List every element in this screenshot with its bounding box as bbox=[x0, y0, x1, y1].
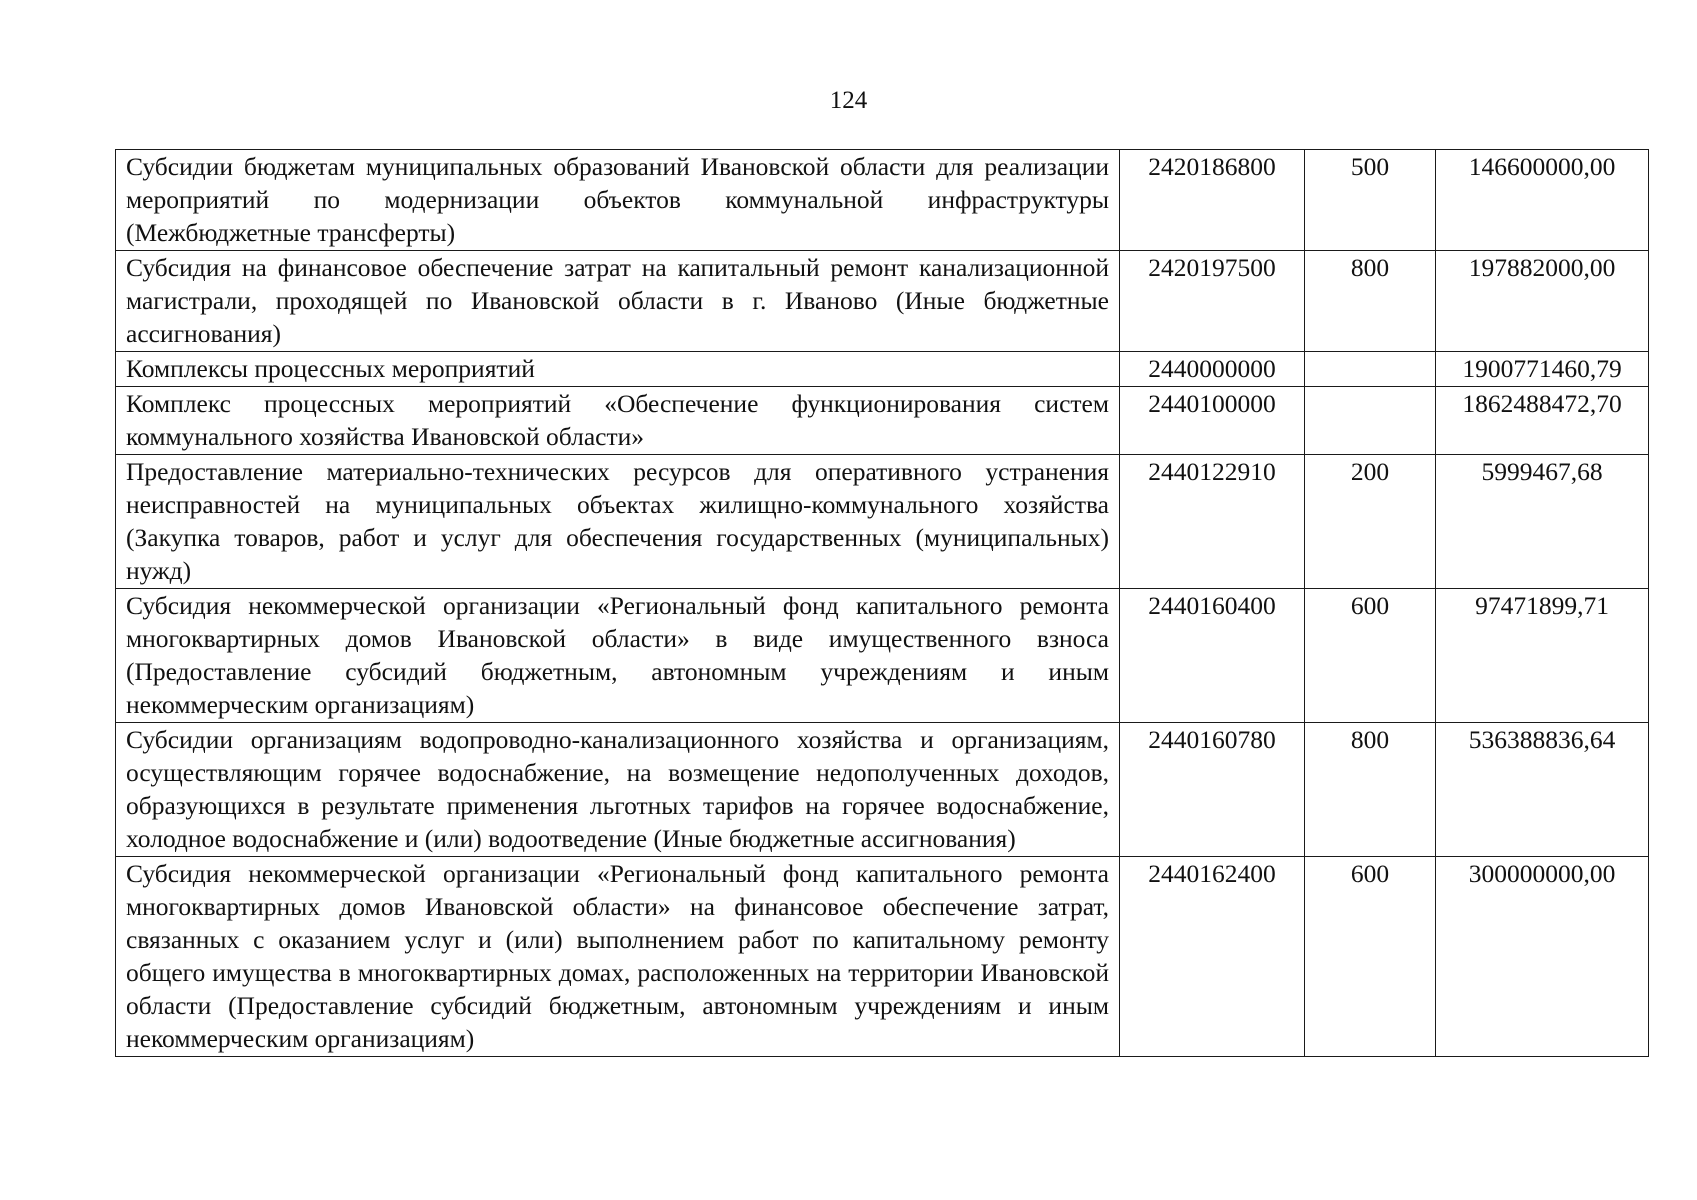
row-amount: 1900771460,79 bbox=[1436, 352, 1649, 387]
row-expense-type: 500 bbox=[1305, 150, 1436, 251]
row-amount: 5999467,68 bbox=[1436, 455, 1649, 589]
row-name: Субсидия на финансовое обеспечение затрат на капитальный ремонт канализационной магистрали, проходящей по Ивановской области в г. Иваново (Иные бюджетные ассигнования) bbox=[116, 251, 1120, 352]
row-name: Предоставление материально-технических ресурсов для оперативного устранения неисправностей на муниципальных объектах жилищно-коммунального хозяйства (Закупка товаров, работ и услуг для обеспечения государственных (муниципальных) нужд) bbox=[116, 455, 1120, 589]
row-name: Субсидия некоммерческой организации «Региональный фонд капитального ремонта многоквартирных домов Ивановской области» на финансовое обеспечение затрат, связанных с оказанием услуг и (или) выполнением работ по капитальному ремонту общего имущества в многоквартирных домах, расположенных на территории Ивановской области (Предоставление субсидий бюджетным, автономным учреждениям и иным некоммерческим организациям) bbox=[116, 857, 1120, 1057]
row-amount: 536388836,64 bbox=[1436, 723, 1649, 857]
row-expense-type: 600 bbox=[1305, 857, 1436, 1057]
row-expense-type bbox=[1305, 352, 1436, 387]
row-name: Комплекс процессных мероприятий «Обеспечение функционирования систем коммунального хозяйства Ивановской области» bbox=[116, 387, 1120, 455]
budget-table bbox=[115, 149, 1649, 1057]
row-code: 2440160780 bbox=[1120, 723, 1305, 857]
row-name: Субсидии организациям водопроводно-канализационного хозяйства и организациям, осуществляющим горячее водоснабжение, на возмещение недополученных доходов, образующихся в результате применения льготных тарифов на горячее водоснабжение, холодное водоснабжение и (или) водоотведение (Иные бюджетные ассигнования) bbox=[116, 723, 1120, 857]
table-row bbox=[116, 387, 1649, 455]
row-code: 2420197500 bbox=[1120, 251, 1305, 352]
row-expense-type: 600 bbox=[1305, 589, 1436, 723]
row-code: 2440160400 bbox=[1120, 589, 1305, 723]
table-row bbox=[116, 857, 1649, 1057]
row-amount: 1862488472,70 bbox=[1436, 387, 1649, 455]
row-amount: 300000000,00 bbox=[1436, 857, 1649, 1057]
table-row bbox=[116, 352, 1649, 387]
row-code: 2440122910 bbox=[1120, 455, 1305, 589]
table-row bbox=[116, 455, 1649, 589]
page-number: 124 bbox=[829, 87, 868, 114]
table-row bbox=[116, 589, 1649, 723]
row-amount: 146600000,00 bbox=[1436, 150, 1649, 251]
table-row bbox=[116, 251, 1649, 352]
row-expense-type bbox=[1305, 387, 1436, 455]
table-row bbox=[116, 150, 1649, 251]
row-amount: 197882000,00 bbox=[1436, 251, 1649, 352]
row-name: Субсидии бюджетам муниципальных образований Ивановской области для реализации мероприятий по модернизации объектов коммунальной инфраструктуры (Межбюджетные трансферты) bbox=[116, 150, 1120, 251]
row-code: 2440162400 bbox=[1120, 857, 1305, 1057]
row-name: Комплексы процессных мероприятий bbox=[116, 352, 1120, 387]
row-expense-type: 800 bbox=[1305, 251, 1436, 352]
row-code: 2440000000 bbox=[1120, 352, 1305, 387]
row-code: 2420186800 bbox=[1120, 150, 1305, 251]
row-code: 2440100000 bbox=[1120, 387, 1305, 455]
row-name: Субсидия некоммерческой организации «Региональный фонд капитального ремонта многоквартирных домов Ивановской области» в виде имущественного взноса (Предоставление субсидий бюджетным, автономным учреждениям и иным некоммерческим организациям) bbox=[116, 589, 1120, 723]
table-row bbox=[116, 723, 1649, 857]
row-expense-type: 200 bbox=[1305, 455, 1436, 589]
row-expense-type: 800 bbox=[1305, 723, 1436, 857]
row-amount: 97471899,71 bbox=[1436, 589, 1649, 723]
